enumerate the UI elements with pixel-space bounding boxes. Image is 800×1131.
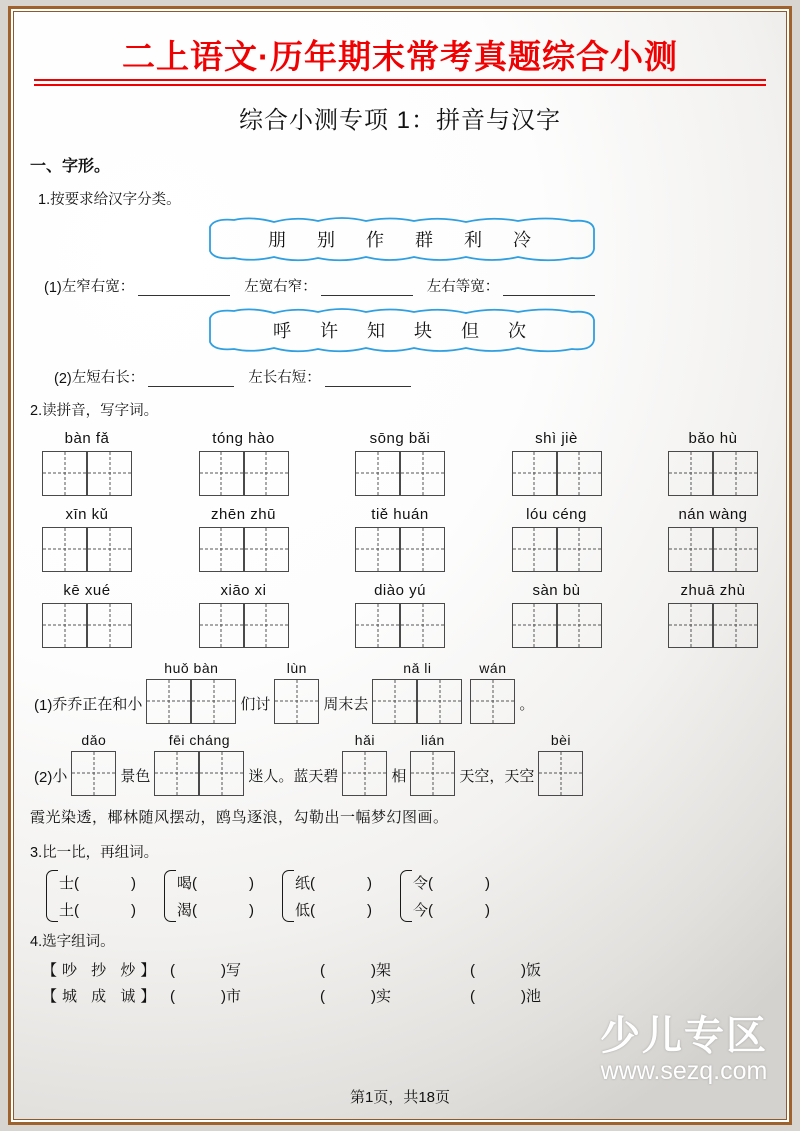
tianzige-grid[interactable] <box>342 751 387 796</box>
close-paren: ) <box>521 987 526 1005</box>
row-1-index: (1) <box>44 279 62 296</box>
open-paren: ( <box>470 961 475 979</box>
cloud-1-char: 作 <box>366 229 385 250</box>
tianzige-grid[interactable] <box>71 751 116 796</box>
cloud-1-characters <box>200 215 600 263</box>
tianzige-cell[interactable] <box>199 451 244 496</box>
choose-item <box>170 959 320 980</box>
pinyin-label: zhuā zhù <box>680 581 746 599</box>
tianzige-cell[interactable] <box>71 751 116 796</box>
tianzige-cell[interactable] <box>470 679 515 724</box>
tianzige-cell[interactable] <box>538 751 583 796</box>
tianzige-cell[interactable] <box>557 451 602 496</box>
pinyin-label: tóng hào <box>212 429 275 447</box>
sentence-2-box-3 <box>342 732 387 796</box>
tianzige-cell[interactable] <box>557 527 602 572</box>
tianzige-cell[interactable] <box>199 751 244 796</box>
sentence-1-box-3 <box>372 660 462 724</box>
pinyin-item <box>668 430 758 496</box>
brace-char: 今( <box>413 901 433 919</box>
tianzige-grid[interactable] <box>470 679 515 724</box>
sentence-2-text: 迷人。蓝天碧 <box>248 767 339 785</box>
page-content <box>14 38 786 1006</box>
tianzige-cell[interactable] <box>154 751 199 796</box>
choose-line <box>42 959 772 980</box>
brace-icon <box>164 870 176 922</box>
pinyin-item <box>42 506 132 572</box>
tianzige-grid[interactable] <box>199 451 289 496</box>
brace-line <box>295 872 372 893</box>
choose-word: 架 <box>376 961 392 979</box>
sentence-2-index: (2) <box>34 768 53 786</box>
choose-word: 饭 <box>526 961 542 979</box>
tianzige-grid[interactable] <box>355 451 445 496</box>
pinyin-label: diào yú <box>374 581 426 599</box>
tianzige-grid[interactable] <box>274 679 319 724</box>
pinyin-label: xiāo xi <box>220 581 267 599</box>
tianzige-cell[interactable] <box>557 603 602 648</box>
brace-line <box>177 872 254 893</box>
tianzige-cell[interactable] <box>274 679 319 724</box>
sentence-1-text: 们讨 <box>240 695 271 713</box>
answer-blank-5[interactable] <box>325 372 411 387</box>
choose-item <box>320 959 470 980</box>
brace-line <box>413 899 490 920</box>
pinyin-label: sàn bù <box>532 581 581 599</box>
tianzige-cell[interactable] <box>400 527 445 572</box>
cloud-bubble-2-wrap <box>28 306 772 354</box>
open-paren: ( <box>320 961 325 979</box>
brace-group <box>164 870 254 922</box>
brace-line <box>413 872 490 893</box>
tianzige-cell[interactable] <box>713 451 758 496</box>
brace-group <box>400 870 490 922</box>
close-paren: ) <box>367 901 372 919</box>
page-subtitle: 综合小测专项 1：拼音与汉字 <box>238 106 561 134</box>
brace-char: 纸( <box>295 874 315 892</box>
close-paren: ) <box>131 874 136 892</box>
cloud-2-char: 呼 <box>273 320 292 341</box>
tianzige-cell[interactable] <box>512 527 557 572</box>
answer-blank-1[interactable] <box>138 281 230 296</box>
tianzige-grid[interactable] <box>410 751 455 796</box>
pinyin-row-2 <box>28 506 772 572</box>
row-2-index: (2) <box>54 370 72 387</box>
pinyin-label: wán <box>479 659 507 676</box>
tianzige-cell[interactable] <box>400 451 445 496</box>
open-paren: ( <box>470 987 475 1005</box>
brace-char: 士( <box>59 874 79 892</box>
sentence-2 <box>28 732 772 796</box>
pinyin-label: nán wàng <box>678 505 748 523</box>
brace-line <box>59 899 136 920</box>
sentence-1 <box>28 660 772 724</box>
pinyin-label: bèi <box>550 731 572 748</box>
choose-word: 池 <box>526 987 542 1005</box>
row-1-label-3: 左右等宽： <box>426 278 500 295</box>
tianzige-cell[interactable] <box>199 603 244 648</box>
tianzige-grid[interactable] <box>668 451 758 496</box>
tianzige-grid[interactable] <box>42 603 132 648</box>
pinyin-item <box>668 582 758 648</box>
tianzige-cell[interactable] <box>372 679 417 724</box>
pinyin-label: shì jiè <box>535 429 578 447</box>
tianzige-grid[interactable] <box>199 527 289 572</box>
pinyin-row-1 <box>28 430 772 496</box>
choose-bracket-chars: 【城 成 诚】 <box>42 987 161 1005</box>
close-paren: ) <box>367 874 372 892</box>
section-heading-1: 一、字形。 <box>30 157 111 175</box>
close-paren: ) <box>371 987 376 1005</box>
brace-group <box>282 870 372 922</box>
answer-blank-2[interactable] <box>321 281 413 296</box>
pinyin-item <box>42 430 132 496</box>
tianzige-cell[interactable] <box>342 751 387 796</box>
question-4-prompt: 4.选字组词。 <box>30 933 115 950</box>
question-3-groups <box>28 870 772 922</box>
brace-line <box>59 872 136 893</box>
choose-item <box>320 985 470 1006</box>
pinyin-item <box>199 430 289 496</box>
tianzige-cell[interactable] <box>87 451 132 496</box>
pinyin-label: lián <box>421 731 445 748</box>
row-2-label-1: 左短右长： <box>71 369 145 386</box>
cloud-1-char: 利 <box>464 229 483 250</box>
sentence-1-box-1 <box>146 660 236 724</box>
cloud-2-char: 但 <box>461 320 480 341</box>
close-paren: ) <box>521 961 526 979</box>
close-paren: ) <box>249 874 254 892</box>
brace-icon <box>282 870 294 922</box>
open-paren: ( <box>320 987 325 1005</box>
brace-char: 渴( <box>177 901 197 919</box>
pinyin-label: tiě huán <box>371 505 429 523</box>
tianzige-cell[interactable] <box>512 451 557 496</box>
brace-lines <box>413 872 490 920</box>
sentence-2-text: 景色 <box>120 767 151 785</box>
pinyin-label: zhēn zhū <box>211 505 276 523</box>
row-1-label-2: 左宽右窄： <box>244 278 317 295</box>
cloud-2-characters <box>200 306 600 354</box>
open-paren: ( <box>170 961 175 979</box>
close-paren: ) <box>131 901 136 919</box>
tianzige-cell[interactable] <box>668 603 713 648</box>
pinyin-label: sōng bǎi <box>369 429 431 447</box>
brace-lines <box>295 872 372 920</box>
tianzige-grid[interactable] <box>512 451 602 496</box>
sentence-2-box-4 <box>410 732 455 796</box>
pinyin-label: nǎ li <box>403 659 432 676</box>
cloud-2-char: 知 <box>367 320 386 341</box>
tianzige-cell[interactable] <box>417 679 462 724</box>
pinyin-item <box>668 506 758 572</box>
question-1-row-2 <box>28 366 772 387</box>
choose-item <box>170 985 320 1006</box>
tianzige-cell[interactable] <box>244 603 289 648</box>
question-1-prompt: 1.按要求给汉字分类。 <box>38 191 181 208</box>
tianzige-cell[interactable] <box>42 603 87 648</box>
tianzige-cell[interactable] <box>668 451 713 496</box>
sentence-1-text: 。 <box>519 695 535 713</box>
pinyin-label: dǎo <box>81 731 107 748</box>
choose-word: 写 <box>226 961 242 979</box>
cloud-bubble-1-wrap <box>28 215 772 263</box>
cloud-1-char: 别 <box>317 229 336 250</box>
pinyin-item <box>355 430 445 496</box>
sentence-1-box-2 <box>274 660 319 724</box>
question-3-prompt: 3.比一比，再组词。 <box>30 844 159 861</box>
tianzige-cell[interactable] <box>355 527 400 572</box>
brace-line <box>177 899 254 920</box>
brace-group <box>46 870 136 922</box>
tianzige-grid[interactable] <box>355 603 445 648</box>
tianzige-cell[interactable] <box>668 527 713 572</box>
close-paren: ) <box>249 901 254 919</box>
page-inner-frame <box>13 11 787 1120</box>
pinyin-label: hǎi <box>354 731 375 748</box>
sentence-2-text: 小 <box>52 767 68 785</box>
cloud-2-char: 次 <box>508 320 527 341</box>
cloud-1-char: 冷 <box>513 229 532 250</box>
close-paren: ) <box>221 961 226 979</box>
tianzige-grid[interactable] <box>42 527 132 572</box>
close-paren: ) <box>485 874 490 892</box>
pinyin-label: xīn kǔ <box>65 505 109 523</box>
sentence-2-box-5 <box>538 732 583 796</box>
tianzige-grid[interactable] <box>42 451 132 496</box>
watermark-url: www.sezq.com <box>600 1056 768 1085</box>
cloud-bubble-1 <box>200 215 600 263</box>
choose-word: 市 <box>226 987 242 1005</box>
tianzige-cell[interactable] <box>400 603 445 648</box>
cloud-1-char: 群 <box>415 229 434 250</box>
tianzige-grid[interactable] <box>372 679 462 724</box>
brace-icon <box>46 870 58 922</box>
question-2-prompt: 2.读拼音，写字词。 <box>30 402 159 419</box>
choose-line <box>42 985 772 1006</box>
watermark-brand: 少儿专区 <box>600 1013 768 1058</box>
pinyin-label: lóu céng <box>526 505 587 523</box>
tianzige-grid[interactable] <box>512 603 602 648</box>
cloud-bubble-2 <box>200 306 600 354</box>
pinyin-item <box>42 582 132 648</box>
brace-line <box>295 899 372 920</box>
choose-item <box>470 985 620 1006</box>
sentence-2-box-2 <box>154 732 244 796</box>
tianzige-cell[interactable] <box>146 679 191 724</box>
tianzige-cell[interactable] <box>199 527 244 572</box>
sentence-1-text: 乔乔正在和小 <box>52 695 143 713</box>
tianzige-cell[interactable] <box>191 679 236 724</box>
tianzige-grid[interactable] <box>355 527 445 572</box>
close-paren: ) <box>221 987 226 1005</box>
tianzige-cell[interactable] <box>42 451 87 496</box>
sentence-2-tail-text: 霞光染透，椰林随风摆动，鸥鸟逐浪，勾勒出一幅梦幻图画。 <box>30 808 449 826</box>
sentence-1-index: (1) <box>34 696 53 714</box>
pinyin-item <box>355 582 445 648</box>
brace-lines <box>177 872 254 920</box>
worksheet-page <box>8 6 792 1125</box>
tianzige-cell[interactable] <box>713 603 758 648</box>
pinyin-label: fēi cháng <box>168 731 231 748</box>
question-4-lines <box>28 959 772 1006</box>
tianzige-cell[interactable] <box>713 527 758 572</box>
tianzige-grid[interactable] <box>538 751 583 796</box>
choose-word: 实 <box>376 987 392 1005</box>
page-title: 二上语文·历年期末常考真题综合小测 <box>122 38 678 75</box>
answer-blank-4[interactable] <box>148 372 234 387</box>
pinyin-label: huǒ bàn <box>164 659 219 676</box>
pinyin-row-3 <box>28 582 772 648</box>
tianzige-grid[interactable] <box>146 679 236 724</box>
tianzige-cell[interactable] <box>87 527 132 572</box>
cloud-2-char: 许 <box>320 320 339 341</box>
title-underline-rule <box>34 79 766 86</box>
sentence-2-box-1 <box>71 732 116 796</box>
pinyin-label: bǎo hù <box>688 429 738 447</box>
tianzige-cell[interactable] <box>42 527 87 572</box>
tianzige-cell[interactable] <box>87 603 132 648</box>
brace-char: 喝( <box>177 874 197 892</box>
pinyin-label: bàn fǎ <box>64 429 110 447</box>
pinyin-item <box>199 582 289 648</box>
question-1-row-1 <box>28 275 772 296</box>
tianzige-cell[interactable] <box>512 603 557 648</box>
watermark <box>600 1013 768 1086</box>
sentence-1-box-4 <box>470 660 515 724</box>
brace-lines <box>59 872 136 920</box>
cloud-2-char: 块 <box>414 320 433 341</box>
tianzige-grid[interactable] <box>668 527 758 572</box>
brace-char: 土( <box>59 901 79 919</box>
pinyin-item <box>512 506 602 572</box>
tianzige-grid[interactable] <box>512 527 602 572</box>
sentence-1-text: 周末去 <box>323 695 369 713</box>
open-paren: ( <box>170 987 175 1005</box>
page-footer: 第1页，共18页 <box>349 1089 451 1106</box>
row-2-label-2: 左长右短： <box>248 369 321 386</box>
tianzige-cell[interactable] <box>355 603 400 648</box>
tianzige-grid[interactable] <box>668 603 758 648</box>
tianzige-grid[interactable] <box>154 751 244 796</box>
tianzige-cell[interactable] <box>410 751 455 796</box>
brace-char: 低( <box>295 901 315 919</box>
answer-blank-3[interactable] <box>503 281 595 296</box>
sentence-2-text: 相 <box>391 767 407 785</box>
close-paren: ) <box>485 901 490 919</box>
pinyin-label: lùn <box>286 659 307 676</box>
tianzige-grid[interactable] <box>199 603 289 648</box>
cloud-1-char: 朋 <box>268 229 287 250</box>
choose-bracket-chars: 【吵 抄 炒】 <box>42 961 161 979</box>
close-paren: ) <box>371 961 376 979</box>
tianzige-cell[interactable] <box>244 451 289 496</box>
sentence-2-text: 天空，天空 <box>459 767 535 785</box>
choose-item <box>470 959 620 980</box>
tianzige-cell[interactable] <box>355 451 400 496</box>
tianzige-cell[interactable] <box>244 527 289 572</box>
pinyin-item <box>355 506 445 572</box>
brace-char: 令( <box>413 874 433 892</box>
pinyin-label: kē xué <box>63 581 111 599</box>
brace-icon <box>400 870 412 922</box>
pinyin-item <box>512 430 602 496</box>
pinyin-item <box>512 582 602 648</box>
row-1-label-1: 左窄右宽： <box>61 278 135 295</box>
pinyin-item <box>199 506 289 572</box>
